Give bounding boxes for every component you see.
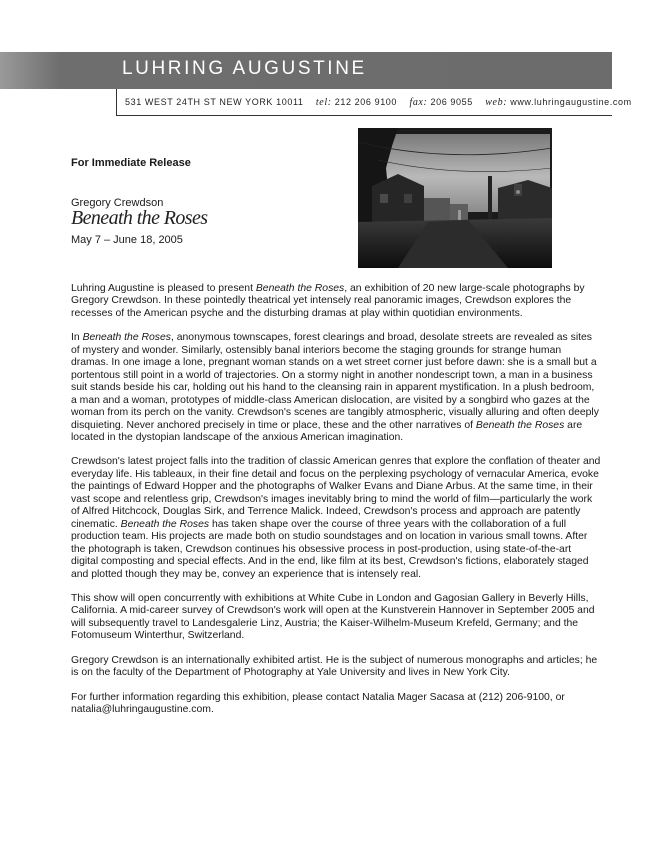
exhibition-dates: May 7 – June 18, 2005	[71, 234, 183, 246]
tel-number: 212 206 9100	[334, 97, 398, 107]
title-italic: Beneath the Roses	[255, 283, 345, 294]
street-address: 531 WEST 24TH ST NEW YORK 10011	[125, 97, 304, 107]
gallery-name: LUHRING AUGUSTINE	[122, 58, 367, 79]
paragraph-venues: This show will open concurrently with exhibitions at White Cube in London and Gagosian Gallery in Beverly Hills, California. A mid-career survey of Crewdson's work will open at the Kunstverein Hannover in September 2005 and will subsequently travel to Landesgalerie Linz, Austria; the Kaiser-Wilhelm-Museum Krefeld, Germany; and the Fotomuseum Winterthur, Switzerland.	[71, 592, 595, 642]
web-label: web:	[485, 97, 508, 108]
fax-label: fax:	[409, 97, 428, 108]
title-italic: Beneath the Roses	[120, 518, 210, 530]
fax-number: 206 9055	[430, 97, 473, 107]
paragraph-context: Crewdson's latest project falls into the tradition of classic American genres that explore the conflation of theater and everyday life. His tableaux, in their fine detail and focus on the perplexing psychology of vernacular America, evoke the paintings of Edward Hopper and the photographs of Walker Evans and Diane Arbus. At the same time, in their vast scope and relentless grip, Crewdson's images inevitably bring to mind the world of film—particularly the work of Alfred Hitchcock, Douglas Sirk, and Terrence Malick. Indeed, Crewdson's process and approach are patently cinematic. Beneath the Roses has taken shape over the course of three years with the collaboration of a full production team. His projects are made both on studio soundstages and on location in various small towns. After the photograph is taken, Crewdson continues his obsessive process in post-production, using state-of-the-art digital composting and special effects. And in the end, like film at its best, Crewdson's fictions, elaborately staged and plotted though they may be, convey an experience that is intensely real.	[71, 456, 601, 580]
exhibition-photograph	[358, 128, 552, 268]
title-italic: Beneath the Roses	[82, 332, 171, 344]
paragraph-description: In Beneath the Roses, anonymous townscapes, forest clearings and broad, desolate streets are revealed as sites of mystery and wonder. Similarly, ostensibly banal interiors become the staging grounds for strange human dramas. In one image a lone, pregnant woman stands on a wet street corner just before dawn: she is a small but a portentous still point in a world of trajectories. On a stormy night in another nondescript town, a man in a business suit stands beside his car, holding out his hand to the cleansing rain in apparent mystification. In a plush bedroom, a man and a woman, prototypes of middle-class American dislocation, are visited by a songbird who gazes at the woman from its perch on the vanity. Crewdson's scenes are tangibly atmospheric, visually alluring and often deeply disquieting. Never anchored precisely in time or place, these and the other narratives of Beneath the Roses are located in the dystopian landscape of the anxious American imagination.	[71, 332, 599, 443]
paragraph-intro: Luhring Augustine is pleased to present Beneath the Roses, an exhibition of 20 new large-scale photographs by Gregory Crewdson. In these pointedly theatrical yet intensely real panoramic images, Crewdson explores the recesses of the American psyche and the disturbing dramas at play within quotidian environments.	[71, 283, 585, 319]
paragraph-contact: For further information regarding this exhibition, please contact Natalia Mager Sacasa at (212) 206-9100, or natalia@luhringaugustine.com.	[71, 691, 565, 716]
tel-label: tel:	[315, 97, 332, 108]
artist-name: Gregory Crewdson	[71, 197, 164, 209]
release-label: For Immediate Release	[71, 157, 191, 169]
press-release-body	[71, 283, 601, 729]
exhibition-title: Beneath the Roses	[71, 207, 208, 229]
title-italic: Beneath the Roses	[475, 419, 565, 431]
letterhead-address-line	[125, 97, 632, 108]
website-link[interactable]: www.luhringaugustine.com	[510, 97, 632, 107]
paragraph-artist-bio: Gregory Crewdson is an internationally exhibited artist. He is the subject of numerous monographs and articles; he is on the faculty of the Department of Photography at Yale University and lives in New York City.	[71, 654, 598, 679]
